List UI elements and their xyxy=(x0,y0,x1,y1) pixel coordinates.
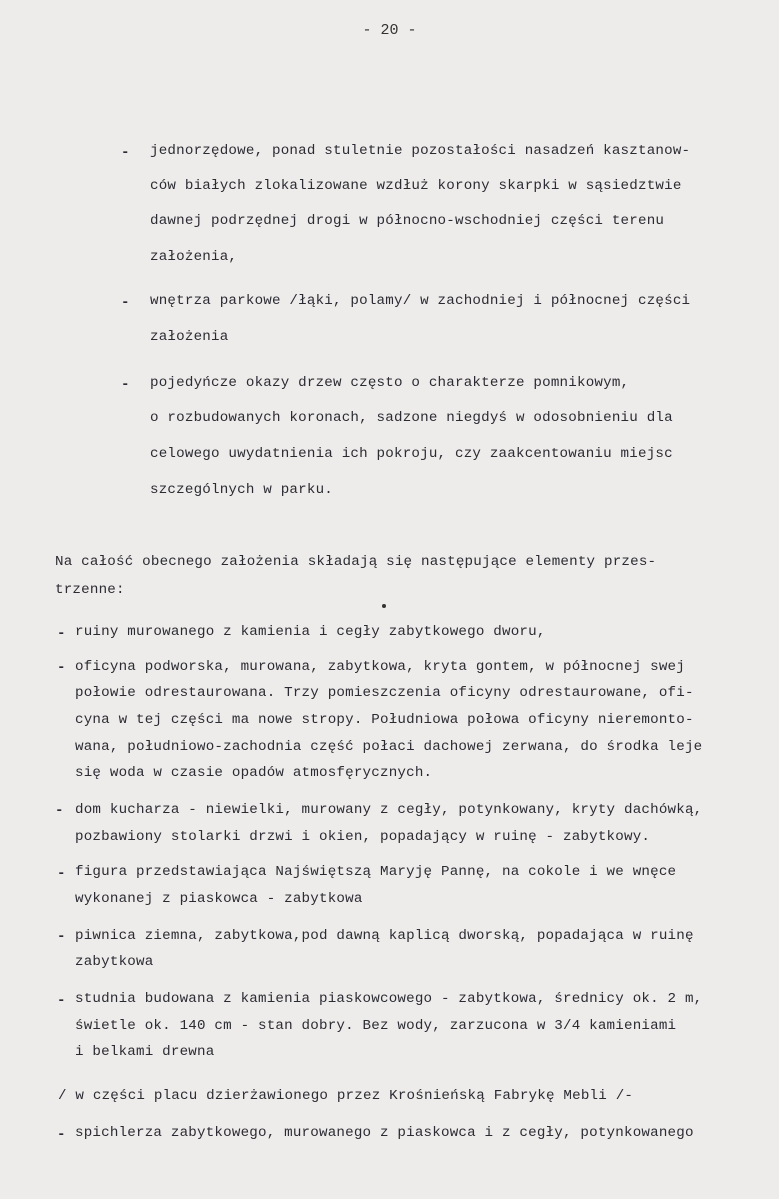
text-line: studnia budowana z kamienia piaskowcowego - zabytkowa, średnicy ok. 2 m, xyxy=(75,991,703,1007)
text-line: zabytkowa xyxy=(75,954,154,970)
text-line: pozbawiony stolarki drzwi i okien, popadający w ruinę - zabytkowy. xyxy=(75,829,651,845)
text-line: ców białych zlokalizowane wzdłuż korony skarpki w sąsiedztwie xyxy=(150,178,682,194)
text-line: ruiny murowanego z kamienia i cegły zabytkowego dworu, xyxy=(75,624,546,640)
text-line: szczególnych w parku. xyxy=(150,482,333,498)
bullet-dash: - xyxy=(57,660,66,676)
text-line: świetle ok. 140 cm - stan dobry. Bez wody, zarzucona w 3/4 kamieniami xyxy=(75,1018,677,1034)
text-line: i belkami drewna xyxy=(75,1044,215,1060)
text-line: połowie odrestaurowana. Trzy pomieszczenia oficyny odrestaurowane, ofi- xyxy=(75,685,694,701)
text-line: piwnica ziemna, zabytkowa,pod dawną kaplicą dworską, popadająca w ruinę xyxy=(75,928,694,944)
bullet-dash: - xyxy=(121,377,130,393)
intro-line: Na całość obecnego założenia składają się następujące elementy przes- xyxy=(55,554,657,570)
bullet-dash: - xyxy=(57,929,66,945)
intro-line: trzenne: xyxy=(55,582,125,598)
bullet-dash: - xyxy=(57,866,66,882)
text-line: jednorzędowe, ponad stuletnie pozostałości nasadzeń kasztanow- xyxy=(150,143,691,159)
bullet-dash: - xyxy=(121,145,130,161)
text-line: się woda w czasie opadów atmosfęrycznych. xyxy=(75,765,433,781)
text-line: wykonanej z piaskowca - zabytkowa xyxy=(75,891,363,907)
text-line: oficyna podworska, murowana, zabytkowa, kryta gontem, w północnej swej xyxy=(75,659,685,675)
text-line: o rozbudowanych koronach, sadzone niegdyś w odosobnieniu dla xyxy=(150,410,673,426)
text-line: figura przedstawiająca Najświętszą Maryję Pannę, na cokole i we wnęce xyxy=(75,864,677,880)
text-line: celowego uwydatnienia ich pokroju, czy zaakcentowaniu miejsc xyxy=(150,446,673,462)
text-line: założenia, xyxy=(150,249,238,265)
text-line: spichlerza zabytkowego, murowanego z piaskowca i z cegły, potynkowanego xyxy=(75,1125,694,1141)
page-number: - 20 - xyxy=(362,22,417,39)
text-line: dawnej podrzędnej drogi w północno-wschodniej części terenu xyxy=(150,213,665,229)
text-line: dom kucharza - niewielki, murowany z cegły, potynkowany, kryty dachówką, xyxy=(75,802,703,818)
bullet-dash: - xyxy=(55,803,64,819)
text-line: pojedyńcze okazy drzew często o charakterze pomnikowym, xyxy=(150,375,630,391)
bullet-dash: - xyxy=(57,1127,66,1143)
text-line: wnętrza parkowe /łąki, polamy/ w zachodniej i północnej części xyxy=(150,293,691,309)
text-line: cyna w tej części ma nowe stropy. Południowa połowa oficyny nieremonto- xyxy=(75,712,694,728)
stray-mark xyxy=(382,604,386,608)
bullet-dash: - xyxy=(57,626,66,642)
bullet-dash: - xyxy=(57,993,66,1009)
text-line: założenia xyxy=(150,329,229,345)
text-line: wana, południowo-zachodnia część połaci dachowej zerwana, do środka leje xyxy=(75,739,703,755)
note-line: / w części placu dzierżawionego przez Krośnieńską Fabrykę Mebli /- xyxy=(58,1088,634,1104)
bullet-dash: - xyxy=(121,295,130,311)
